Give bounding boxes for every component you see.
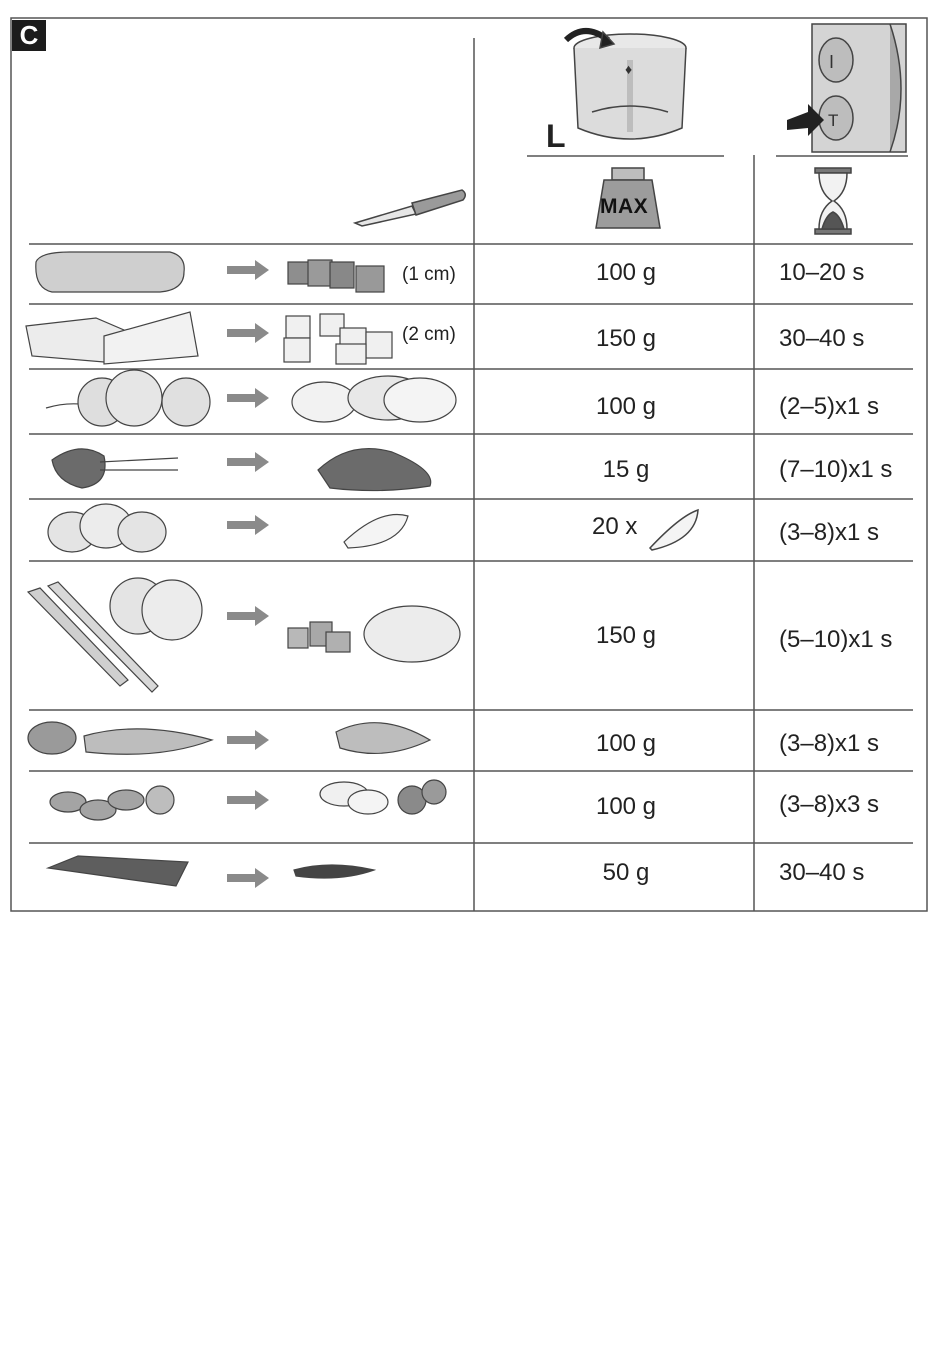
bowl-size-label: L xyxy=(546,118,566,154)
time-cell: (3–8)x1 s xyxy=(779,730,880,757)
food-illustrations xyxy=(26,252,460,886)
quantity-cell: 150 g xyxy=(595,325,657,352)
quantity-cell: 100 g xyxy=(595,730,657,757)
arrow-icon xyxy=(227,260,269,280)
arrow-icon xyxy=(227,606,269,626)
meat-cubes-icon xyxy=(288,260,384,292)
arrow-icon xyxy=(227,388,269,408)
cut-size-label: (1 cm) xyxy=(402,264,456,285)
cheese-icon xyxy=(26,312,198,364)
process-arrows xyxy=(227,260,269,888)
panel-label: C xyxy=(12,20,46,51)
knife-icon xyxy=(355,190,465,226)
onions-icon xyxy=(46,370,210,426)
svg-text:T: T xyxy=(828,111,839,130)
arrow-icon xyxy=(227,515,269,535)
quantity-cell: 100 g xyxy=(595,793,657,820)
quantity-cell: 100 g xyxy=(595,393,657,420)
time-cell: 30–40 s xyxy=(779,859,865,886)
arrow-icon xyxy=(227,790,269,810)
quantity-cell: 150 g xyxy=(595,622,657,649)
chopped-vegetables-icon xyxy=(288,606,460,662)
chopped-nuts-icon xyxy=(336,723,430,754)
svg-text:♦: ♦ xyxy=(625,61,633,77)
chopped-almonds-icon xyxy=(320,780,446,814)
time-cell: (5–10)x1 s xyxy=(779,626,893,653)
herbs-icon xyxy=(52,449,178,488)
arrow-icon xyxy=(227,452,269,472)
quantity-cell: 100 g xyxy=(595,259,657,286)
arrow-icon xyxy=(227,730,269,750)
quantity-cell: 15 g xyxy=(602,456,650,483)
garlic-icon xyxy=(48,504,166,552)
time-cell: 10–20 s xyxy=(779,259,865,286)
quantity-cell: 50 g xyxy=(602,859,650,886)
time-cell: (7–10)x1 s xyxy=(779,456,893,483)
time-cell: (2–5)x1 s xyxy=(779,393,880,420)
arrow-icon xyxy=(227,868,269,888)
motor-unit-button-icon xyxy=(787,24,906,152)
garlic-clove-icon xyxy=(344,514,408,548)
meat-icon xyxy=(36,252,184,292)
cheese-cubes-icon xyxy=(284,314,392,364)
arrow-icon xyxy=(227,323,269,343)
sliced-onions-icon xyxy=(292,376,456,422)
chopper-bowl-icon xyxy=(566,31,686,139)
svg-text:I: I xyxy=(829,52,835,72)
walnuts-icon xyxy=(28,722,212,754)
clove-quantity-icon xyxy=(650,510,698,550)
time-cell: 30–40 s xyxy=(779,325,865,352)
apples-icon xyxy=(110,578,202,640)
time-cell: (3–8)x3 s xyxy=(779,791,880,818)
time-cell: (3–8)x1 s xyxy=(779,519,880,546)
quantity-cell: 20 x xyxy=(592,513,638,540)
chocolate-bar-icon xyxy=(48,856,188,886)
hourglass-icon xyxy=(815,168,851,234)
max-weight-label: MAX xyxy=(600,195,649,218)
cut-size-label: (2 cm) xyxy=(402,324,456,345)
almonds-icon xyxy=(50,786,174,820)
chopped-herbs-icon xyxy=(318,449,431,491)
chocolate-pieces-icon xyxy=(294,865,374,878)
